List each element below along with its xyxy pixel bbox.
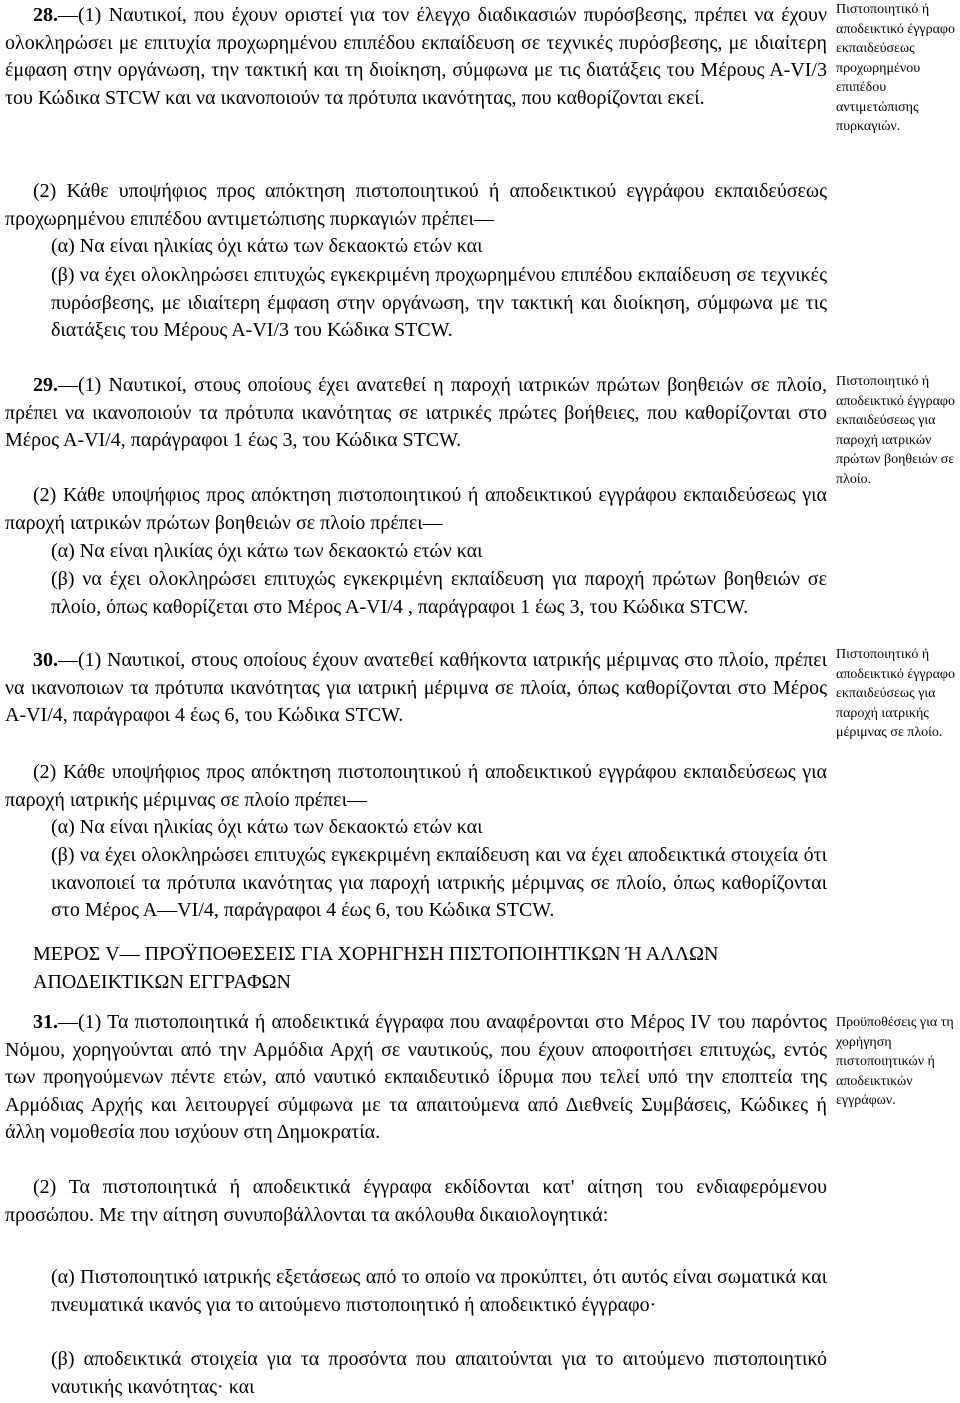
article-29-para-2: (2) Κάθε υποψήφιος προς απόκτηση πιστοποιητικού ή αποδεικτικού εγγράφου εκπαιδεύσεως για παροχή ιατρικών πρώτων βοηθειών σε πλοίο πρέπει— <box>5 484 827 534</box>
article-29-item-b: (β) να έχει ολοκληρώσει επιτυχώς εγκεκριμένη εκπαίδευση για παροχή πρώτων βοηθειών σε πλοίο, όπως καθορίζεται στο Μέρος Α-VI/4 , παράγραφοι 1 έως 3, του Κώδικα STCW. <box>51 568 827 618</box>
article-31-para-2: (2) Τα πιστοποιητικά ή αποδεικτικά έγγραφα εκδίδονται κατ' αίτηση του ενδιαφερόμενου προσώπου. Με την αίτηση συνυποβάλλονται τα ακόλουθα δικαιολογητικά: <box>5 1176 827 1226</box>
article-28-number: 28. <box>33 4 58 26</box>
article-29-number: 29. <box>33 374 58 396</box>
side-note-article-29: Πιστοποιητικό ή αποδεικτικό έγγραφο εκπαιδεύσεως για παροχή ιατρικών πρώτων βοηθειών σε πλοίο. <box>836 374 955 487</box>
article-29-para-1-text: —(1) Ναυτικοί, στους οποίους έχει ανατεθεί η παροχή ιατρικών πρώτων βοηθειών σε πλοίο, πρέπει να ικανοποιούν τα πρότυπα ικανότητας σε ιατρικές πρώτες βοήθειες, που καθορίζονται στο Μέρος Α-VI/4, παράγραφοι 1 έως 3, του Κώδικα STCW. <box>5 374 827 451</box>
article-30-para-1 <box>5 647 827 730</box>
article-30-number: 30. <box>33 649 58 671</box>
article-28-para-2: (2) Κάθε υποψήφιος προς απόκτηση πιστοποιητικού ή αποδεικτικού εγγράφου εκπαιδεύσεως προχωρημένου επιπέδου αντιμετώπισης πυρκαγιών πρέπει— <box>5 180 827 230</box>
part-5-heading: ΜΕΡΟΣ V— ΠΡΟΫΠΟΘΕΣΕΙΣ ΓΙΑ ΧΟΡΗΓΗΣΗ ΠΙΣΤΟΠΟΙΗΤΙΚΩΝ Ή ΑΛΛΩΝ ΑΠΟΔΕΙΚΤΙΚΩΝ ΕΓΓΡΑΦΩΝ <box>33 943 719 993</box>
article-28-item-a: (α) Να είναι ηλικίας όχι κάτω των δεκαοκτώ ετών και <box>51 235 483 257</box>
side-note-article-31: Προϋποθέσεις για τη χορήγηση πιστοποιητικών ή αποδεικτικών εγγράφων. <box>836 1015 954 1108</box>
article-31-item-a: (α) Πιστοποιητικό ιατρικής εξετάσεως από το οποίο να προκύπτει, ότι αυτός είναι σωματικά και πνευματικά ικανός για το αιτούμενο πιστοποιητικό ή αποδεικτικό έγγραφο· <box>51 1266 827 1316</box>
article-31-para-1 <box>5 1009 827 1147</box>
article-29-para-1 <box>5 372 827 455</box>
side-note-article-30: Πιστοποιητικό ή αποδεικτικό έγγραφο εκπαιδεύσεως για παροχή ιατρικής μέριμνας σε πλοίο. <box>836 647 955 740</box>
article-30-item-b: (β) να έχει ολοκληρώσει επιτυχώς εγκεκριμένη εκπαίδευση και να έχει αποδεικτικά στοιχεία ότι ικανοποιεί τα πρότυπα ικανότητας για παροχή ιατρικής μέριμνας σε πλοίο, όπως καθορίζονται στο Μέρος Α—VI/4, παράγραφοι 4 έως 6, του Κώδικα STCW. <box>51 844 827 921</box>
article-28-item-b: (β) να έχει ολοκληρώσει επιτυχώς εγκεκριμένη προχωρημένου επιπέδου εκπαίδευση σε τεχνικές πυρόσβεσης, με ιδιαίτερη έμφαση στην οργάνωση, την τακτική και διοίκηση, σύμφωνα με τις διατάξεις του Μέρους Α-VI/3 του Κώδικα STCW. <box>51 264 827 341</box>
article-31-item-b: (β) αποδεικτικά στοιχεία για τα προσόντα που απαιτούνται για το αιτούμενο πιστοποιητικό ναυτικής ικανότητας· και <box>51 1348 827 1398</box>
article-30-item-a: (α) Να είναι ηλικίας όχι κάτω των δεκαοκτώ ετών και <box>51 816 483 838</box>
article-28-para-1-text: —(1) Ναυτικοί, που έχουν οριστεί για τον έλεγχο διαδικασιών πυρόσβεσης, πρέπει να έχουν ολοκληρώσει με επιτυχία προχωρημένου επιπέδου εκπαίδευση σε τεχνικές πυρόσβεσης, με ιδιαίτερη έμφαση στην οργάνωση, την τακτική και τη διοίκηση, σύμφωνα με τις διατάξεις του Μέρους Α-VI/3 του Κώδικα STCW και να ικανοποιούν τα πρότυπα ικανότητας, που καθορίζονται εκεί. <box>5 4 827 109</box>
article-31-para-1-text: —(1) Τα πιστοποιητικά ή αποδεικτικά έγγραφα που αναφέρονται στο Μέρος IV του παρόντος Νόμου, χορηγούνται από την Αρμόδια Αρχή σε ναυτικούς, που έχουν αποφοιτήσει επιτυχώς, εντός των προηγούμενων πέντε ετών, από ναυτικό εκπαιδευτικό ίδρυμα που τελεί υπό την εποπτεία της Αρμόδιας Αρχής και λειτουργεί σύμφωνα με τα απαιτούμενα από Διεθνείς Συμβάσεις, Κώδικες ή άλλη νομοθεσία που ισχύουν στη Δημοκρατία. <box>5 1011 827 1143</box>
article-30-para-1-text: —(1) Ναυτικοί, στους οποίους έχουν ανατεθεί καθήκοντα ιατρικής μέριμνας στο πλοίο, πρέπει να ικανοποιων τα πρότυπα ικανότητας για ιατρική μέριμνα σε πλοία, όπως καθορίζονται στο Μέρος Α-VI/4, παράγραφοι 4 έως 6, του Κώδικα STCW. <box>5 649 827 726</box>
side-note-article-28: Πιστοποιητικό ή αποδεικτικό έγγραφο εκπαιδεύσεως προχωρημένου επιπέδου αντιμετώπισης πυρκαγιών. <box>836 2 955 134</box>
article-31-number: 31. <box>33 1011 58 1033</box>
article-28-para-1 <box>5 2 827 112</box>
article-29-item-a: (α) Να είναι ηλικίας όχι κάτω των δεκαοκτώ ετών και <box>51 540 483 562</box>
article-30-para-2: (2) Κάθε υποψήφιος προς απόκτηση πιστοποιητικού ή αποδεικτικού εγγράφου εκπαιδεύσεως για παροχή ιατρικής μέριμνας σε πλοίο πρέπει— <box>5 761 827 811</box>
